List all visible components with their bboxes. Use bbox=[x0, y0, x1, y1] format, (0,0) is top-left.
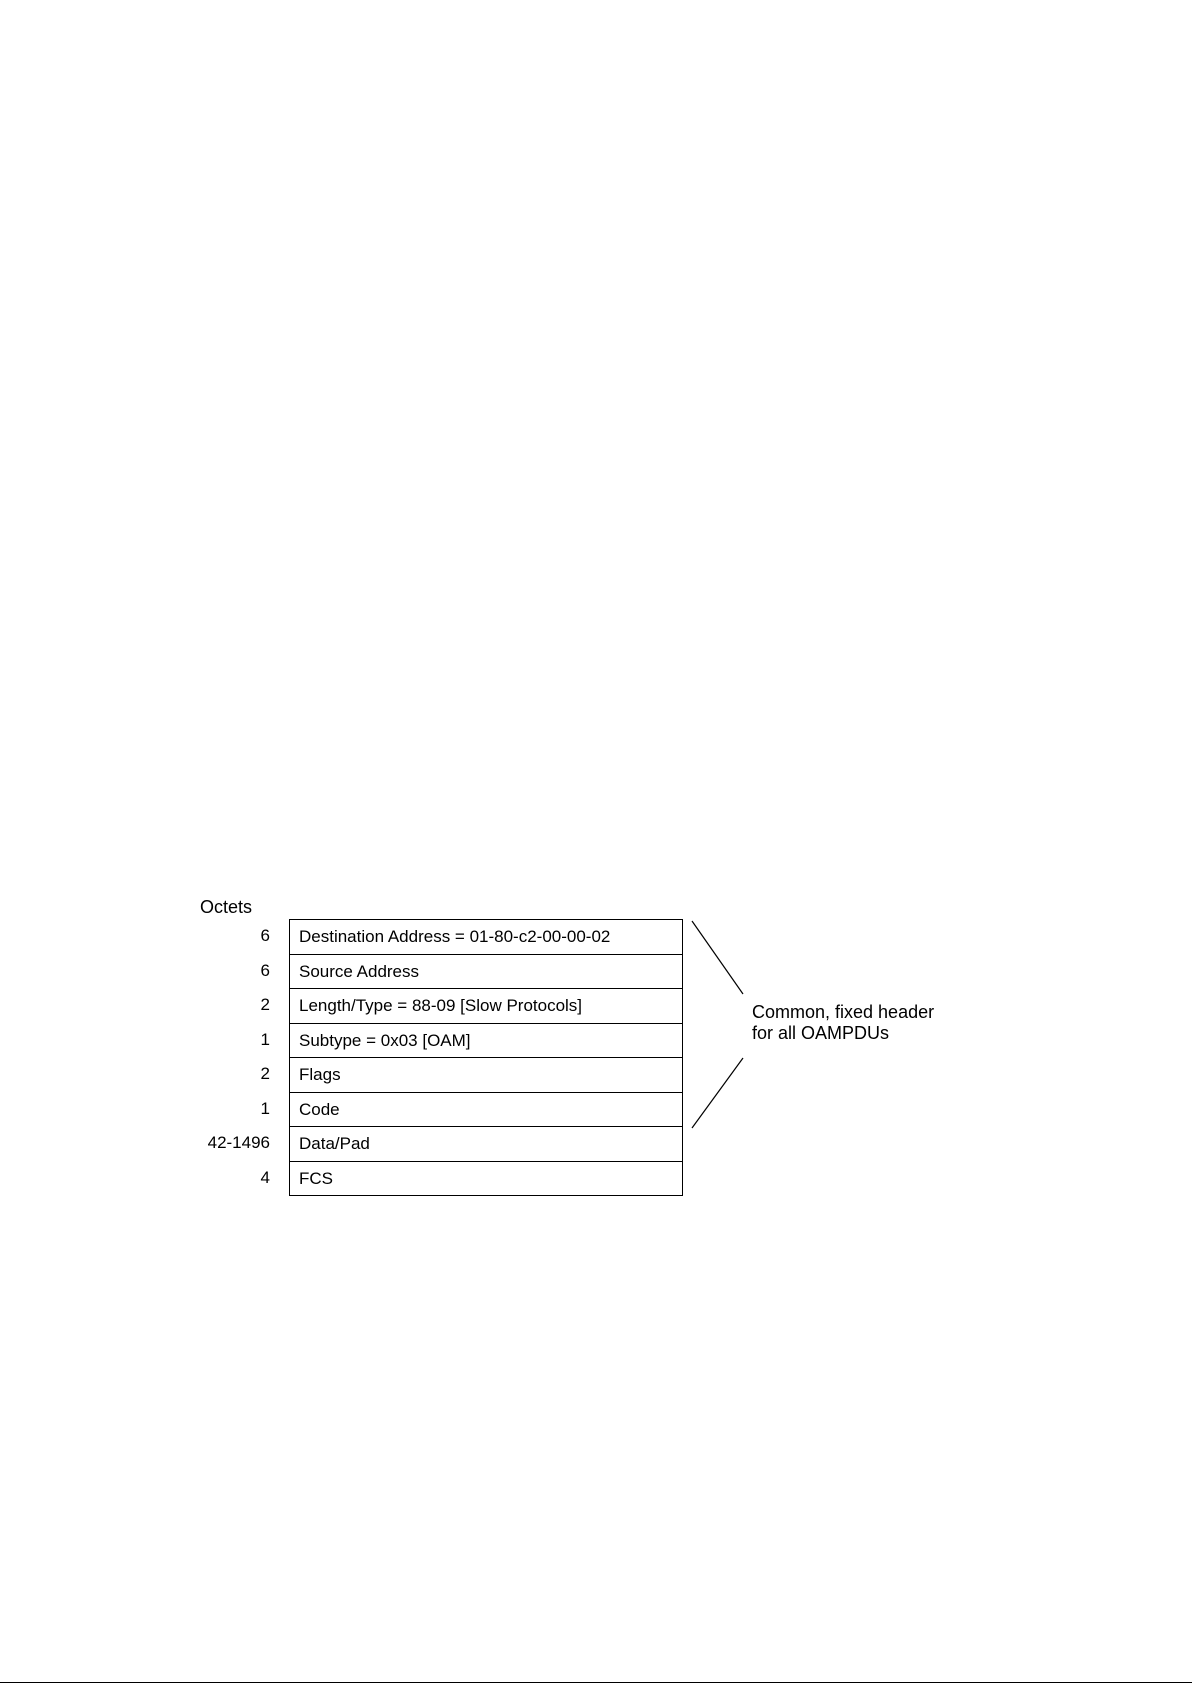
field-data-pad: Data/Pad bbox=[290, 1127, 682, 1162]
octets-heading: Octets bbox=[200, 897, 253, 917]
octet-label: 2 bbox=[260, 995, 270, 1014]
octet-label: 2 bbox=[260, 1064, 270, 1083]
field-fcs: FCS bbox=[290, 1162, 682, 1197]
field-source-address: Source Address bbox=[290, 955, 682, 990]
annotation-line-2: for all OAMPDUs bbox=[752, 1023, 890, 1043]
bracket-upper-line bbox=[692, 921, 743, 994]
octet-label: 4 bbox=[260, 1168, 270, 1187]
octet-label: 42-1496 bbox=[207, 1133, 270, 1152]
field-flags: Flags bbox=[290, 1058, 682, 1093]
frame-format-table bbox=[289, 919, 683, 1196]
octet-label: 1 bbox=[260, 1099, 270, 1118]
octet-label: 1 bbox=[260, 1030, 270, 1049]
field-code: Code bbox=[290, 1093, 682, 1128]
field-subtype: Subtype = 0x03 [OAM] bbox=[290, 1024, 682, 1059]
bracket-lower-line bbox=[692, 1058, 743, 1128]
field-destination-address: Destination Address = 01-80-c2-00-00-02 bbox=[290, 920, 682, 955]
octet-label: 6 bbox=[260, 926, 270, 945]
annotation-line-1: Common, fixed header bbox=[752, 1002, 935, 1022]
bottom-rule bbox=[0, 1682, 1192, 1683]
header-annotation bbox=[752, 1002, 934, 1044]
octet-label: 6 bbox=[260, 961, 270, 980]
field-length-type: Length/Type = 88-09 [Slow Protocols] bbox=[290, 989, 682, 1024]
